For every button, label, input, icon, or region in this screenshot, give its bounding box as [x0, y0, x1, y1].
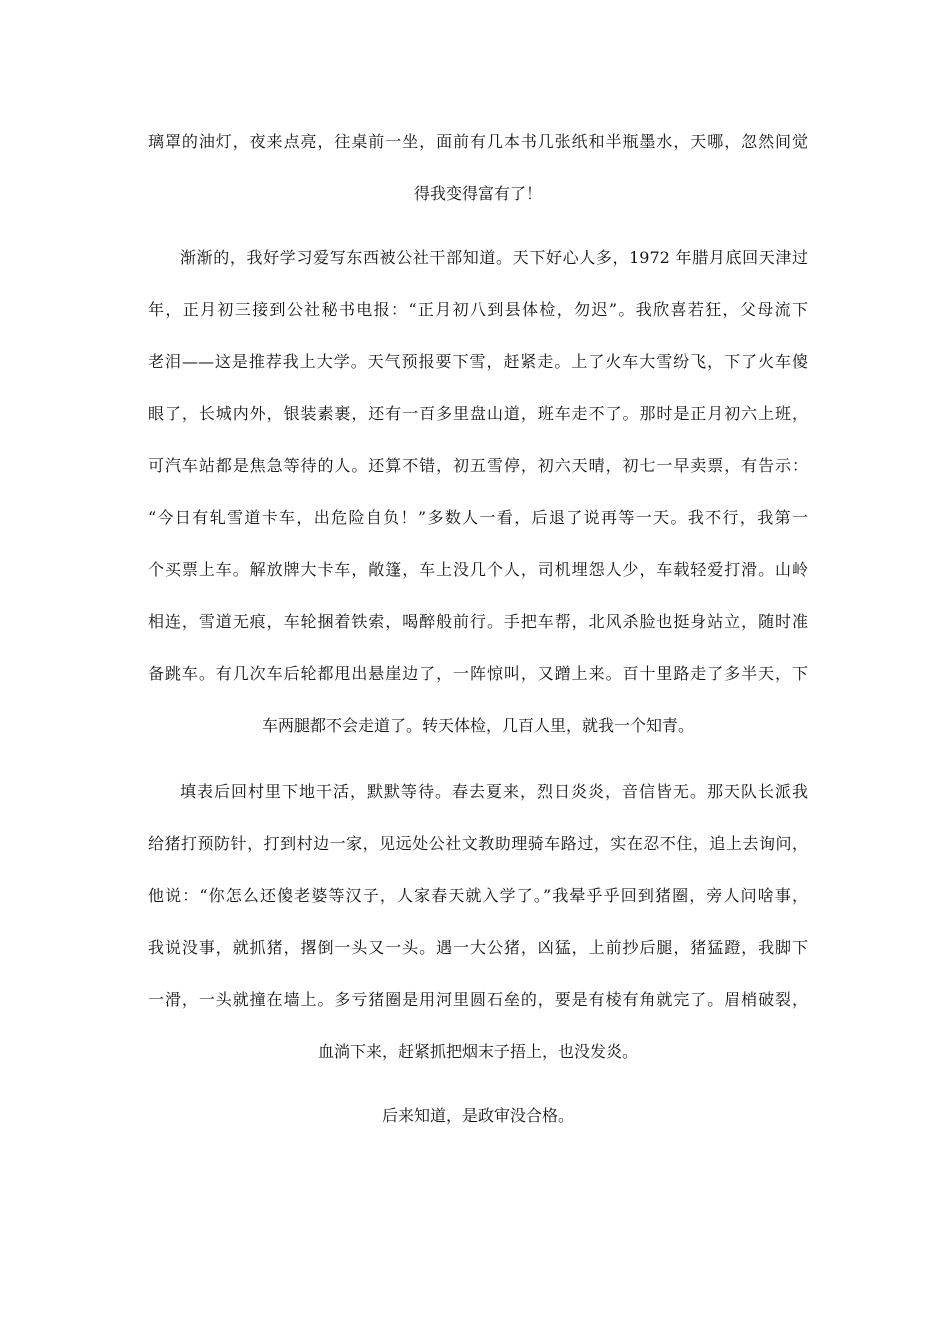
- text-line: 填表后回村里下地干活，默默等待。春去夏来，烈日炎炎，音信皆无。那天队长派我: [180, 782, 808, 801]
- paragraph-4: [148, 1090, 808, 1142]
- text-line: 后来知道，是政审没合格。: [381, 1106, 574, 1125]
- paragraph-3: [148, 766, 808, 1078]
- text-line: 给猪打预防针，打到村边一家，见远处公社文教助理骑车路过，实在忍不住，追上去询问，: [148, 834, 808, 853]
- text-line: 可汽车站都是焦急等待的人。还算不错，初五雪停，初六天晴，初七一早卖票，有告示：: [148, 456, 808, 475]
- text-line: 备跳车。有几次车后轮都甩出悬崖边了，一阵惊叫，又蹭上来。百十里路走了多半天，下: [148, 664, 808, 683]
- text-line: 相连，雪道无痕，车轮捆着铁索，喝醉般前行。手把车帮，北风杀脸也挺身站立，随时准: [148, 612, 808, 631]
- text-line: “今日有轧雪道卡车，出危险自负！”多数人一看，后退了说再等一天。我不行，我第一: [148, 508, 808, 527]
- text-line: 车两腿都不会走道了。转天体检，几百人里，就我一个知青。: [261, 716, 694, 735]
- text-line: 眼了，长城内外，银装素裹，还有一百多里盘山道，班车走不了。那时是正月初六上班，: [148, 404, 808, 423]
- text-line: 年，正月初三接到公社秘书电报：“正月初八到县体检，勿迟”。我欣喜若狂，父母流下: [148, 300, 808, 319]
- paragraph-1: [148, 116, 808, 220]
- text-line: 我说没事，就抓猪，撂倒一头又一头。遇一大公猪，凶猛，上前抄后腿，猪猛蹬，我脚下: [148, 938, 808, 957]
- text-line: 血淌下来，赶紧抓把烟末子捂上，也没发炎。: [317, 1042, 638, 1061]
- text-line: 老泪——这是推荐我上大学。天气预报要下雪，赶紧走。上了火车大雪纷飞，下了火车傻: [148, 352, 808, 371]
- paragraph-2: [148, 232, 808, 752]
- text-line: 得我变得富有了！: [413, 184, 542, 203]
- text-line: 个买票上车。解放牌大卡车，敞篷，车上没几个人，司机埋怨人少，车载轻爱打滑。山岭: [148, 560, 808, 579]
- text-line: 一滑，一头就撞在墙上。多亏猪圈是用河里圆石垒的，要是有棱有角就完了。眉梢破裂，: [148, 990, 808, 1009]
- text-line: 渐渐的，我好学习爱写东西被公社干部知道。天下好心人多，1972 年腊月底回天津过: [180, 248, 808, 267]
- text-line: 他说：“你怎么还傻老婆等汉子，人家春天就入学了。”我晕乎乎回到猪圈，旁人问啥事，: [148, 886, 808, 905]
- text-line: 璃罩的油灯，夜来点亮，往桌前一坐，面前有几本书几张纸和半瓶墨水，天哪，忽然间觉: [148, 132, 808, 151]
